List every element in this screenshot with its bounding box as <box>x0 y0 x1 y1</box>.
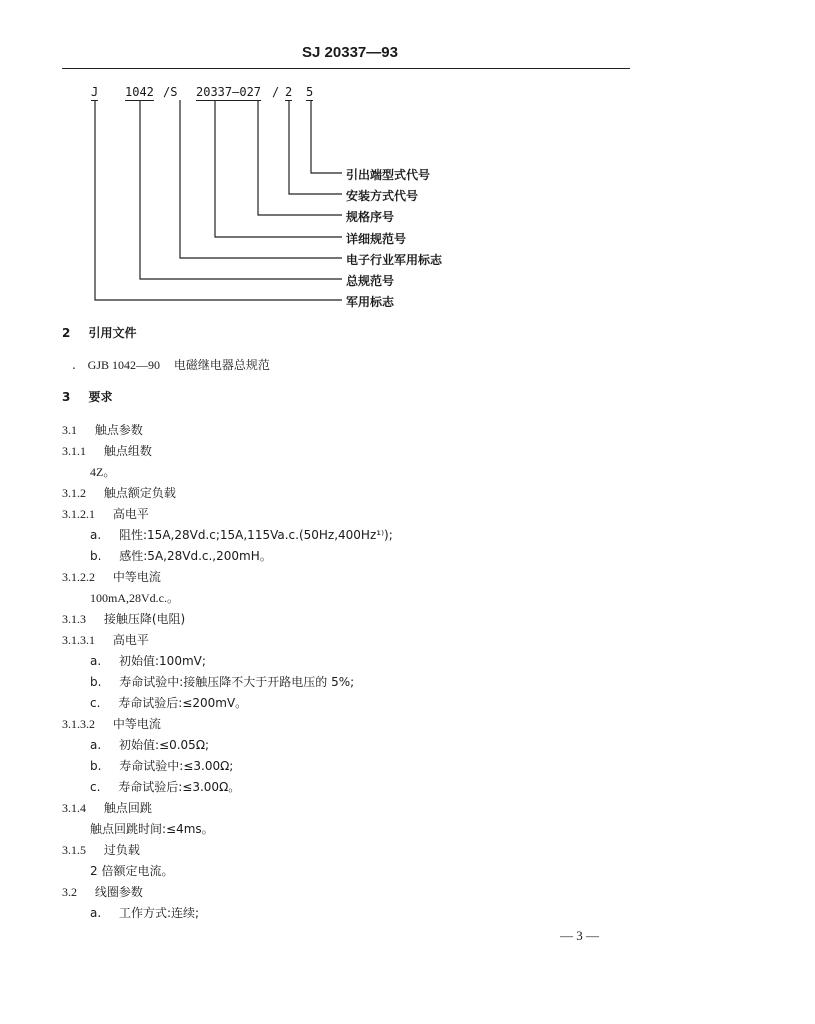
designation-part-industry-mark: /S <box>163 85 178 99</box>
clause-body: 100mA,28Vd.c.。 <box>90 591 179 605</box>
clause-number: 3.1.3 <box>62 612 86 626</box>
leader-spec-seq <box>258 100 342 215</box>
label-military-mark: 军用标志 <box>346 295 395 309</box>
reference-code: GJB 1042—90 <box>87 358 160 372</box>
reference-item <box>72 357 270 373</box>
leader-terminal <box>311 100 342 173</box>
leader-detail-spec <box>215 100 342 237</box>
page-number: — 3 — <box>560 928 599 943</box>
label-terminal-type: 引出端型式代号 <box>346 168 431 182</box>
section-2-heading <box>62 325 137 341</box>
label-spec-sequence: 规格序号 <box>346 210 395 224</box>
clause-3-1-3 <box>62 611 185 627</box>
clause-number: 3.1.3.2 <box>62 717 95 731</box>
list-text: 初始值:100mV; <box>119 654 206 668</box>
list-marker: b. <box>90 759 102 773</box>
list-marker: a. <box>90 738 102 752</box>
list-text: 初始值:≤0.05Ω; <box>119 738 210 752</box>
list-text: 寿命试验后:≤200mV。 <box>118 696 248 710</box>
clause-title: 触点回跳 <box>103 801 152 815</box>
clause-body: 触点回跳时间:≤4ms。 <box>90 822 214 836</box>
clause-3-1-3-1 <box>62 632 149 648</box>
clause-3-1-2 <box>62 485 176 501</box>
list-item <box>90 548 272 564</box>
clause-number: 3.1.3.1 <box>62 633 95 647</box>
list-text: 寿命试验后:≤3.00Ω。 <box>118 780 241 794</box>
list-marker: b. <box>90 675 102 689</box>
clause-number: 3.2 <box>62 885 77 899</box>
clause-body: 2 倍额定电流。 <box>90 864 174 878</box>
list-marker: b. <box>90 549 102 563</box>
clause-3-1-5 <box>62 842 140 858</box>
list-item <box>90 737 209 753</box>
clause-3-1-2-2 <box>62 569 161 585</box>
clause-number: 3.1.4 <box>62 801 86 815</box>
label-detail-spec: 详细规范号 <box>346 232 407 246</box>
leader-military-mark <box>95 100 342 300</box>
list-item <box>90 758 233 774</box>
clause-3-1-4 <box>62 800 152 816</box>
clause-number: 3.1.5 <box>62 843 86 857</box>
list-text: 感性:5A,28Vd.c.,200mH。 <box>119 549 272 563</box>
section-title: 引用文件 <box>88 326 137 340</box>
list-marker: c. <box>90 780 101 794</box>
clause-3-2 <box>62 884 143 900</box>
clause-title: 中等电流 <box>112 570 161 584</box>
list-item <box>90 653 206 669</box>
list-text: 工作方式:连续; <box>119 906 200 920</box>
clause-title: 高电平 <box>112 633 149 647</box>
section-number: 3 <box>62 390 71 404</box>
label-general-spec: 总规范号 <box>346 274 395 288</box>
list-item <box>90 527 393 543</box>
list-item <box>90 779 240 795</box>
clause-3-1-2-1 <box>62 506 149 522</box>
clause-title: 高电平 <box>112 507 149 521</box>
clause-number: 3.1.2.1 <box>62 507 95 521</box>
list-marker: c. <box>90 696 101 710</box>
section-title: 要求 <box>88 390 113 404</box>
leader-mounting <box>289 100 342 194</box>
clause-title: 中等电流 <box>112 717 161 731</box>
list-marker: a. <box>90 528 102 542</box>
section-number: 2 <box>62 326 71 340</box>
clause-3-1-1 <box>62 443 152 459</box>
clause-number: 3.1 <box>62 423 77 437</box>
designation-leader-lines <box>0 0 815 320</box>
list-item <box>90 674 354 690</box>
list-marker: a. <box>90 906 102 920</box>
leader-industry-mark <box>180 100 342 258</box>
reference-title: 电磁继电器总规范 <box>173 358 270 372</box>
designation-part-general-spec: 1042 <box>125 85 154 99</box>
clause-3-1-3-2 <box>62 716 161 732</box>
leader-general-spec <box>140 100 342 279</box>
bullet: . <box>72 358 76 372</box>
list-item <box>90 905 199 921</box>
clause-number: 3.1.1 <box>62 444 86 458</box>
list-marker: a. <box>90 654 102 668</box>
designation-part-mounting: 2 <box>285 85 293 99</box>
section-3-heading <box>62 389 113 405</box>
label-mounting-type: 安装方式代号 <box>346 189 419 203</box>
designation-part-military-mark: J <box>91 85 99 99</box>
label-industry-military-mark: 电子行业军用标志 <box>346 253 443 267</box>
designation-separator: / <box>272 85 280 99</box>
list-item <box>90 695 247 711</box>
clause-title: 触点参数 <box>94 423 143 437</box>
designation-part-terminal: 5 <box>306 85 314 99</box>
clause-title: 接触压降(电阻) <box>103 612 186 626</box>
list-text: 阻性:15A,28Vd.c;15A,115Va.c.(50Hz,400Hz¹⁾); <box>119 528 393 542</box>
clause-body: 4Z。 <box>90 465 116 479</box>
document-code-header: SJ 20337—93 <box>302 44 398 61</box>
list-text: 寿命试验中:接触压降不大于开路电压的 5%; <box>119 675 355 689</box>
clause-3-1 <box>62 422 143 438</box>
list-text: 寿命试验中:≤3.00Ω; <box>119 759 234 773</box>
clause-title: 触点组数 <box>103 444 152 458</box>
clause-title: 线圈参数 <box>94 885 143 899</box>
designation-part-detail-spec: 20337—027 <box>196 85 262 99</box>
clause-title: 触点额定负载 <box>103 486 176 500</box>
clause-title: 过负载 <box>103 843 140 857</box>
clause-number: 3.1.2 <box>62 486 86 500</box>
clause-number: 3.1.2.2 <box>62 570 95 584</box>
